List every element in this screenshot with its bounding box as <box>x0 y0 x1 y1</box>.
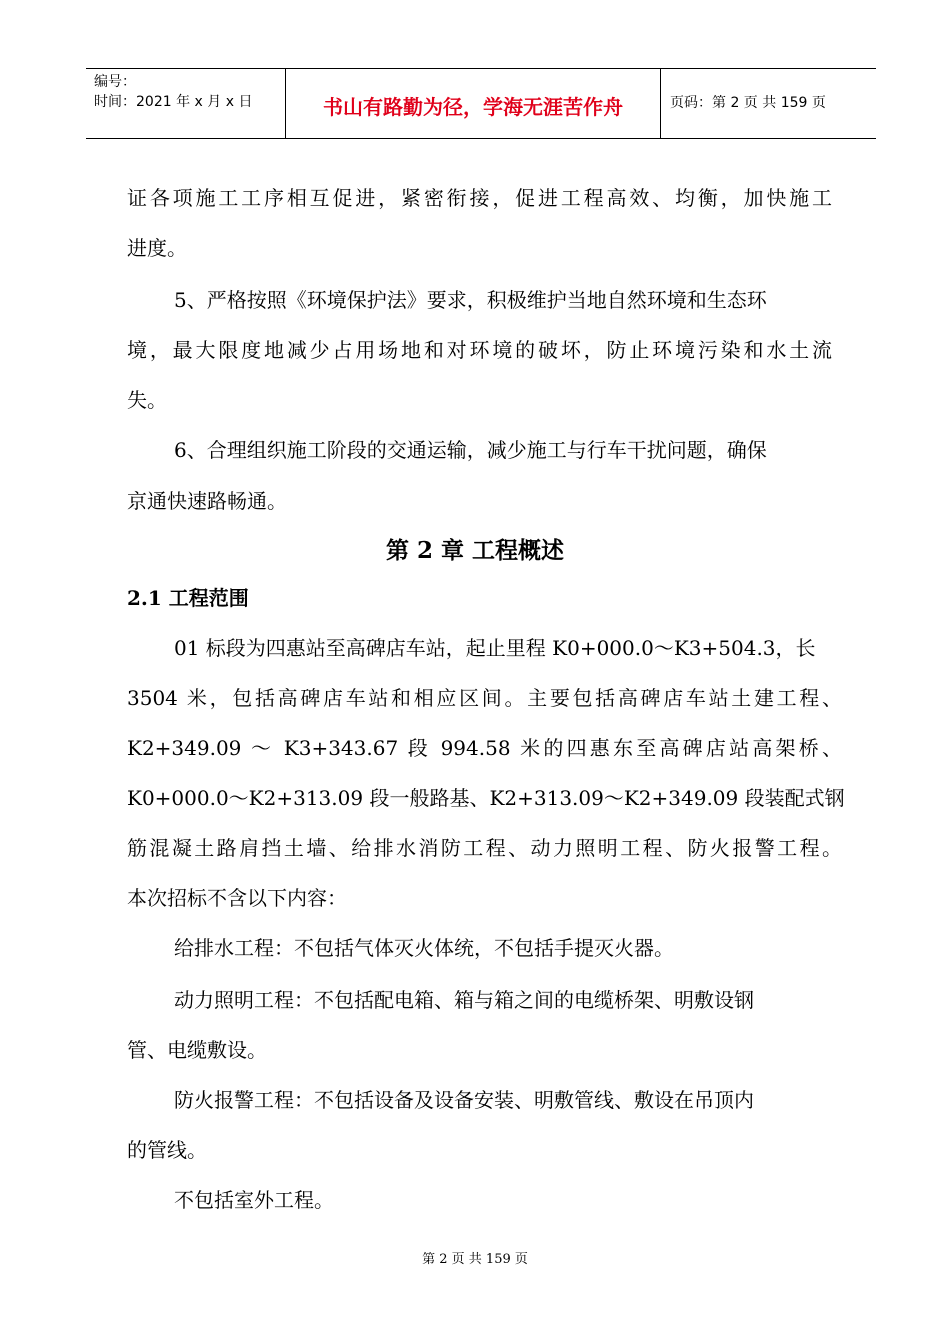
scope-line: 的管线。 <box>127 1138 207 1162</box>
paragraph-line: 6、合理组织施工阶段的交通运输，减少施工与行车干扰问题，确保 <box>174 438 767 462</box>
paragraph-line: 5、严格按照《环境保护法》要求，积极维护当地自然环境和生态环 <box>174 288 767 312</box>
scope-line: K0+000.0～K2+313.09 段一般路基、K2+313.09～K2+349.09 段装配式钢 <box>127 786 845 810</box>
scope-line: K2+349.09 ～ K3+343.67 段 994.58 米的四惠东至高碑店站高架桥、 <box>127 736 842 760</box>
chapter-title: 第 2 章 工程概述 <box>385 537 565 564</box>
header-meta <box>94 72 252 112</box>
scope-line: 不包括室外工程。 <box>174 1188 334 1212</box>
document-date: 时间：2021 年 x 月 x 日 <box>94 94 253 110</box>
header-motto: 书山有路勤为径，学海无涯苦作舟 <box>323 95 623 119</box>
page-footer: 第 2 页 共 159 页 <box>422 1252 528 1267</box>
scope-line: 3504 米，包括高碑店车站和相应区间。主要包括高碑店车站土建工程、 <box>127 686 842 710</box>
section-title: 2.1 工程范围 <box>127 586 249 610</box>
header-table <box>86 68 876 139</box>
scope-line: 本次招标不含以下内容： <box>127 886 347 910</box>
scope-line: 管、电缆敷设。 <box>127 1038 267 1062</box>
scope-line: 筋混凝土路肩挡土墙、给排水消防工程、动力照明工程、防火报警工程。 <box>127 836 842 860</box>
scope-line: 动力照明工程：不包括配电箱、箱与箱之间的电缆桥架、明敷设钢 <box>174 988 754 1012</box>
paragraph-line: 京通快速路畅通。 <box>127 489 287 513</box>
paragraph-line: 进度。 <box>127 236 187 260</box>
scope-line: 01 标段为四惠站至高碑店车站，起止里程 K0+000.0～K3+504.3，长 <box>174 636 816 660</box>
paragraph-line: 证各项施工工序相互促进，紧密衔接，促进工程高效、均衡，加快施工 <box>127 186 832 210</box>
header-divider <box>660 69 661 138</box>
scope-line: 防火报警工程：不包括设备及设备安装、明敷管线、敷设在吊顶内 <box>174 1088 754 1112</box>
paragraph-line: 失。 <box>127 388 167 412</box>
paragraph-line: 境，最大限度地减少占用场地和对环境的破坏，防止环境污染和水土流 <box>127 338 832 362</box>
scope-line: 给排水工程：不包括气体灭火体统，不包括手提灭火器。 <box>174 936 674 960</box>
document-number-label: 编号： <box>94 74 136 90</box>
header-page-info: 页码：第 2 页 共 159 页 <box>670 95 826 111</box>
